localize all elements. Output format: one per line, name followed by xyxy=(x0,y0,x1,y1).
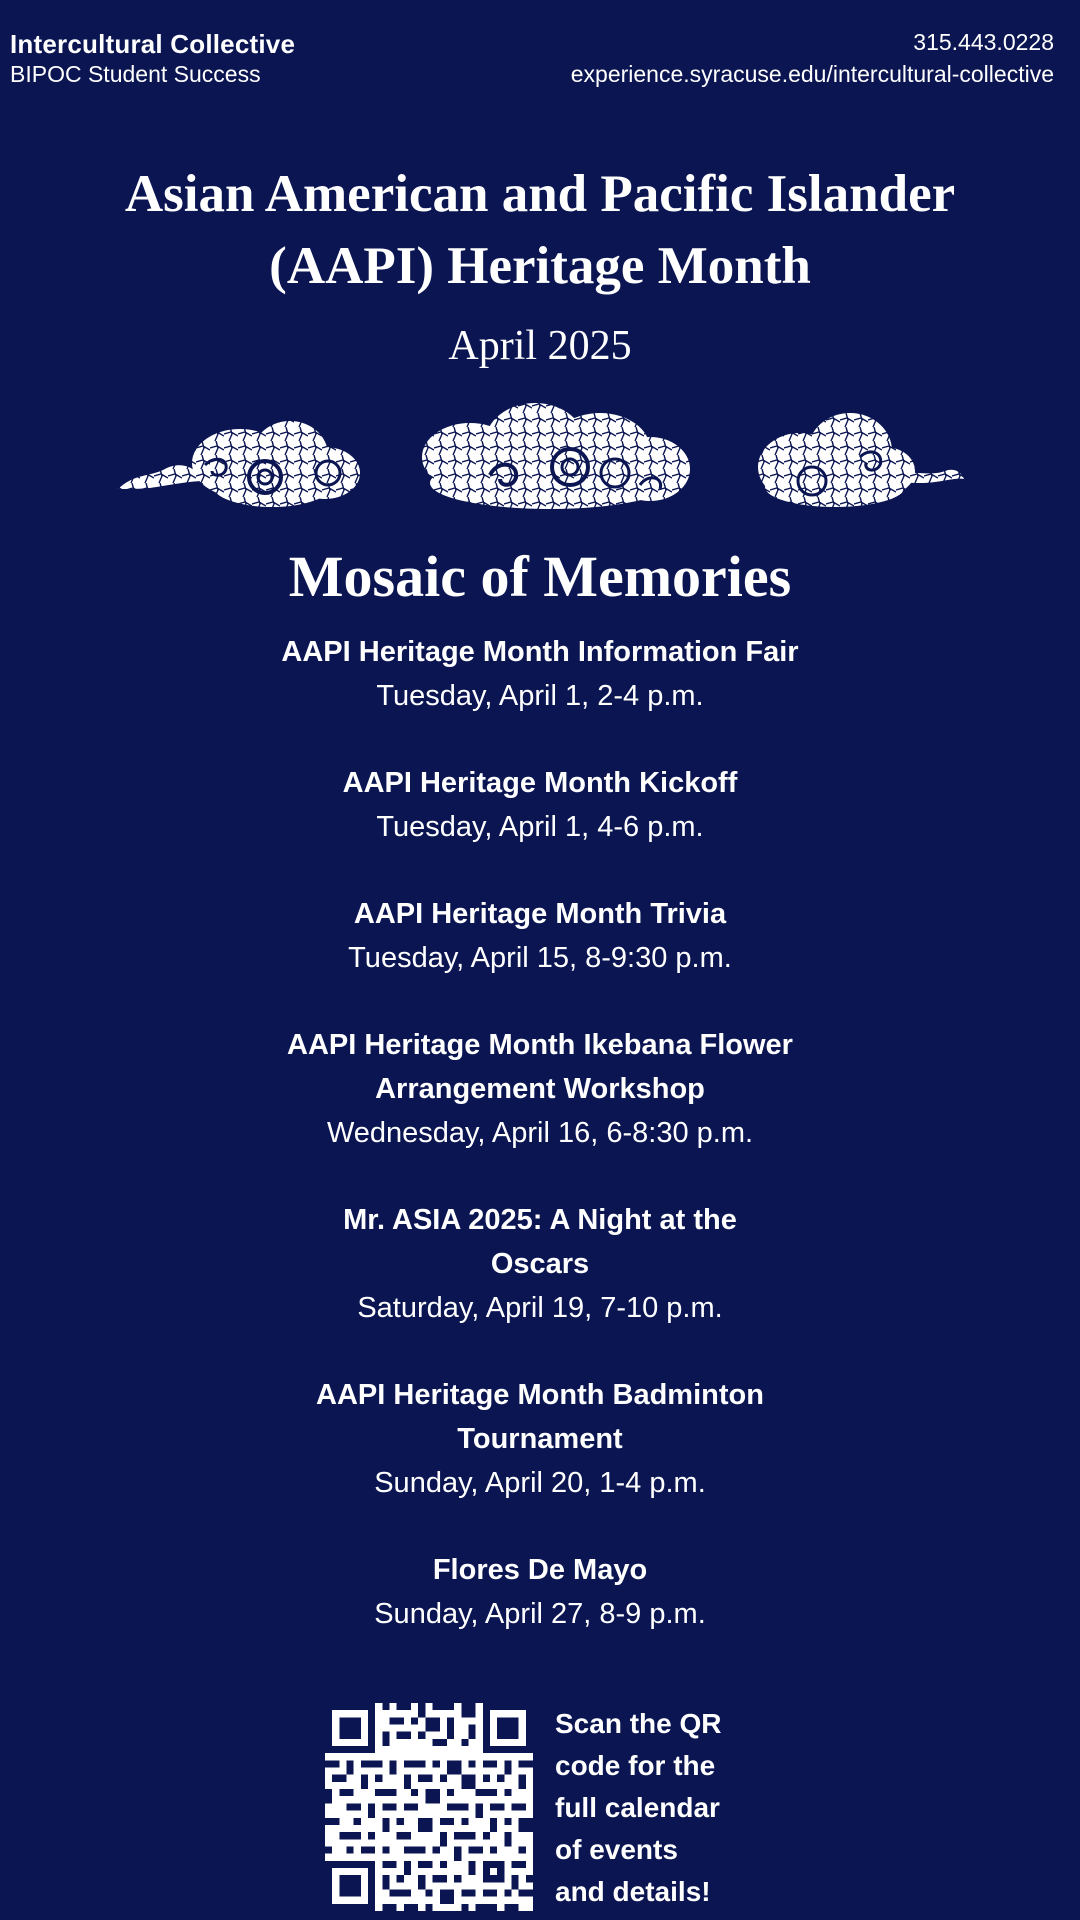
event-item xyxy=(270,1373,810,1505)
page-title xyxy=(0,158,1080,302)
qr-text-line: full calendar xyxy=(555,1792,720,1823)
event-time: Tuesday, April 1, 2-4 p.m. xyxy=(376,680,704,712)
event-item xyxy=(240,1023,840,1155)
event-name: AAPI Heritage Month Kickoff xyxy=(342,767,738,799)
center-cloud-icon xyxy=(422,403,690,509)
qr-instructions xyxy=(555,1703,765,1913)
event-time: Tuesday, April 15, 8-9:30 p.m. xyxy=(348,942,732,974)
event-item xyxy=(330,1198,750,1330)
theme-heading: Mosaic of Memories xyxy=(288,544,792,609)
website-link[interactable]: experience.syracuse.edu/intercultural-collective xyxy=(570,61,1054,87)
qr-text-line: and details! xyxy=(555,1876,711,1907)
contact-block xyxy=(571,26,1054,90)
event-time: Saturday, April 19, 7-10 p.m. xyxy=(357,1292,723,1324)
event-time: Sunday, April 20, 1-4 p.m. xyxy=(374,1467,706,1499)
qr-section xyxy=(325,1703,765,1913)
event-name: AAPI Heritage Month Ikebana Flower Arrangement Workshop xyxy=(287,1029,793,1105)
event-list xyxy=(0,630,1080,1679)
event-name: AAPI Heritage Month Information Fair xyxy=(281,636,799,668)
event-item xyxy=(220,761,860,849)
event-time: Tuesday, April 1, 4-6 p.m. xyxy=(376,811,704,843)
left-cloud-icon xyxy=(118,421,360,507)
event-item xyxy=(220,1548,860,1636)
event-name: Flores De Mayo xyxy=(432,1554,648,1586)
event-name: AAPI Heritage Month Trivia xyxy=(353,898,727,930)
title-line-1: Asian American and Pacific Islander xyxy=(124,165,956,223)
qr-text-line: Scan the QR xyxy=(555,1708,722,1739)
event-time: Wednesday, April 16, 6-8:30 p.m. xyxy=(326,1117,754,1149)
event-name: Mr. ASIA 2025: A Night at the Oscars xyxy=(343,1204,737,1280)
right-cloud-icon xyxy=(758,413,964,507)
decorative-clouds xyxy=(0,385,1080,515)
qr-text-line: of events xyxy=(555,1834,678,1865)
qr-text-line: code for the xyxy=(555,1750,716,1781)
event-item xyxy=(220,630,860,718)
event-month: April 2025 xyxy=(448,323,632,369)
event-time: Sunday, April 27, 8-9 p.m. xyxy=(374,1598,706,1630)
phone-number: 315.443.0228 xyxy=(913,29,1054,55)
organization-block xyxy=(10,28,295,88)
event-name: AAPI Heritage Month Badminton Tournament xyxy=(316,1379,764,1455)
event-item xyxy=(220,892,860,980)
organization-name: Intercultural Collective xyxy=(10,29,296,59)
qr-code-icon[interactable] xyxy=(325,1703,533,1911)
title-line-2: (AAPI) Heritage Month xyxy=(269,237,811,295)
organization-subtitle: BIPOC Student Success xyxy=(10,61,261,87)
